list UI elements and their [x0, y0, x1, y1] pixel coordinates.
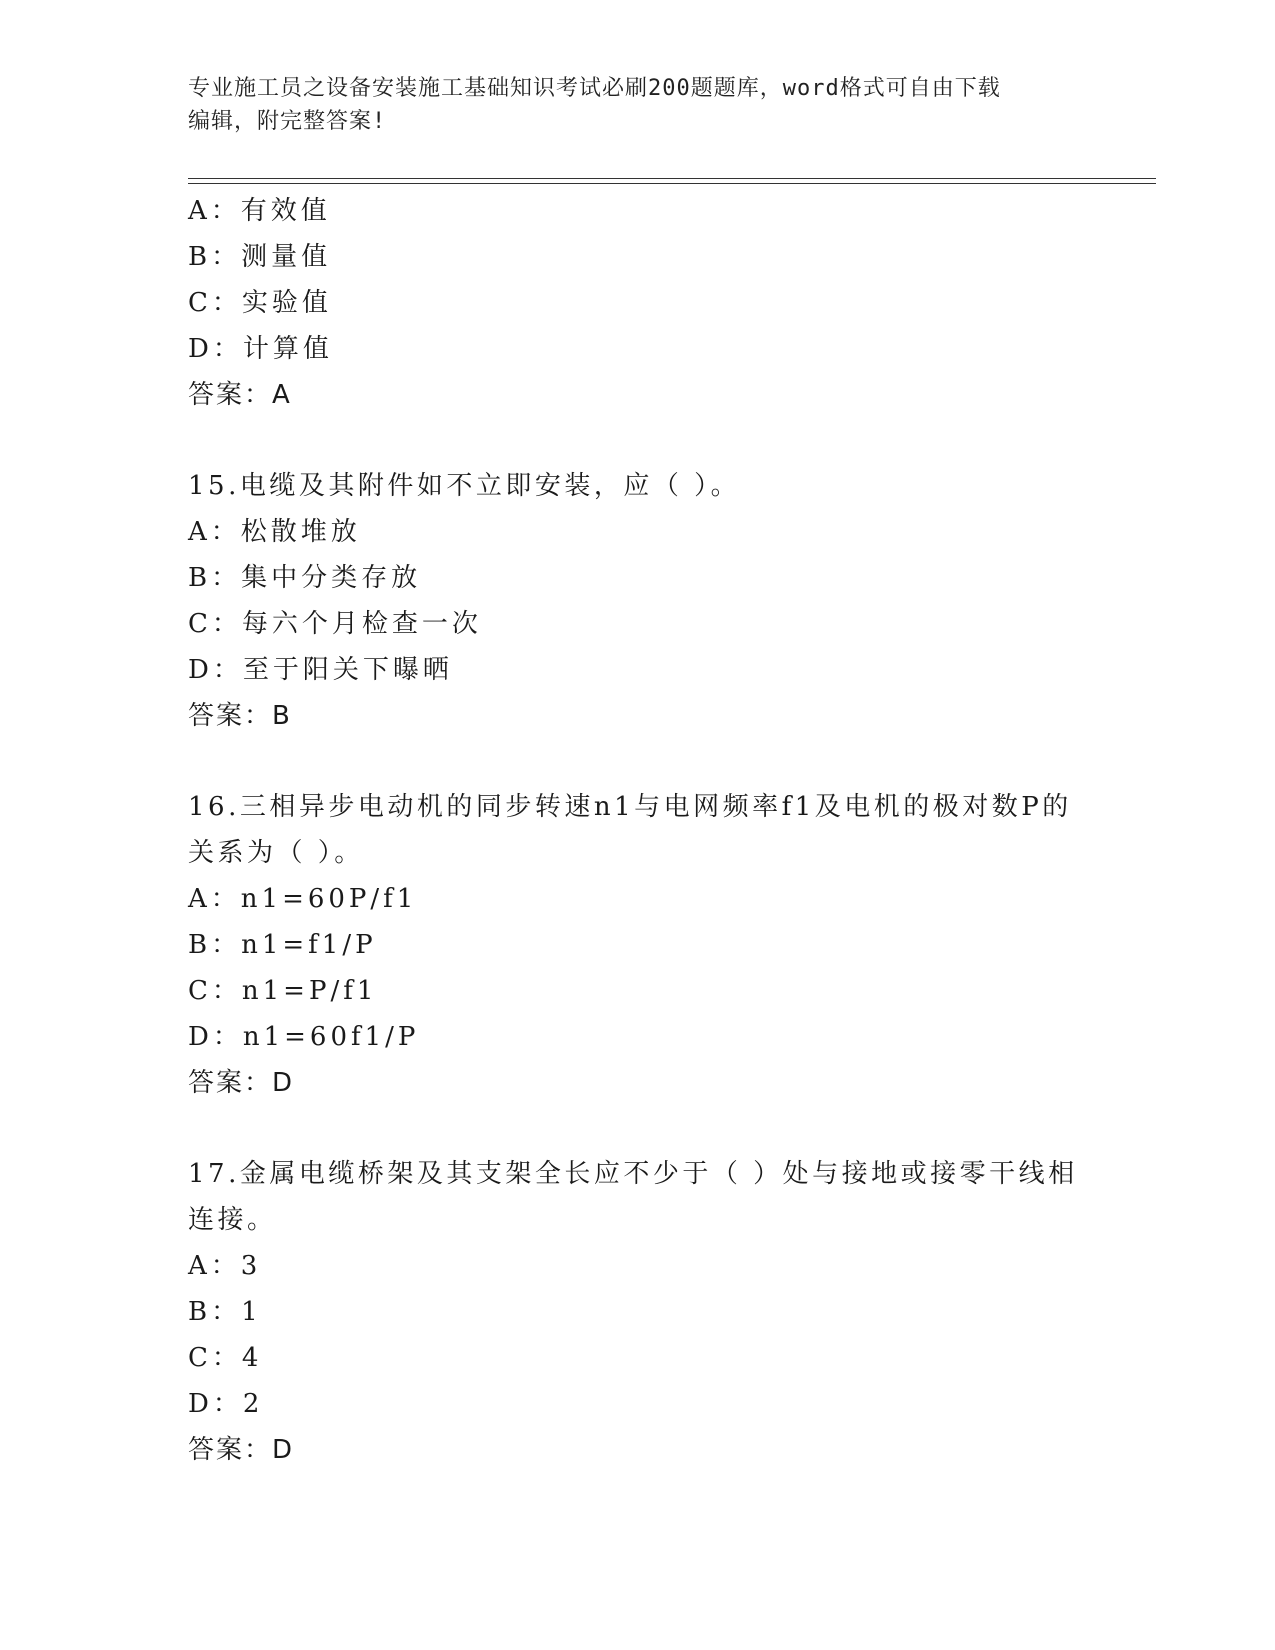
option-c: C：实验值 — [188, 288, 332, 318]
option-c: C：n1=P/f1 — [188, 976, 378, 1006]
option-d: D：至于阳关下曝晒 — [188, 655, 453, 685]
option-d: D：2 — [188, 1389, 264, 1419]
option-d: D：计算值 — [188, 334, 333, 364]
question-stem: 16.三相异步电动机的同步转速n1与电网频率f1及电机的极对数P的 — [188, 792, 1072, 822]
spacer — [188, 418, 1088, 463]
question-stem: 17.金属电缆桥架及其支架全长应不少于（ ）处与接地或接零干线相 — [188, 1159, 1078, 1189]
option-a: A：松散堆放 — [188, 517, 361, 547]
option-c: C：4 — [188, 1343, 263, 1373]
header-rule-bottom — [188, 183, 1156, 184]
question-list — [188, 188, 1088, 1473]
option-a: A：n1=60P/f1 — [188, 884, 418, 914]
option-b: B：集中分类存放 — [188, 563, 422, 593]
option-a: A：有效值 — [188, 196, 331, 226]
option-b: B：n1=f1/P — [188, 930, 377, 960]
question-17 — [188, 1151, 1088, 1473]
question-14-tail — [188, 188, 1088, 418]
question-stem-continued: 连接。 — [188, 1205, 277, 1235]
spacer — [188, 739, 1088, 784]
spacer — [188, 1106, 1088, 1151]
option-b: B：测量值 — [188, 242, 332, 272]
question-stem: 15.电缆及其附件如不立即安装，应（ ）。 — [188, 471, 741, 501]
option-b: B：1 — [188, 1297, 262, 1327]
option-a: A：3 — [188, 1251, 262, 1281]
answer-line: 答案：D — [188, 1068, 295, 1098]
document-header — [188, 72, 1088, 138]
answer-line: 答案：B — [188, 701, 292, 731]
question-stem-continued: 关系为（ ）。 — [188, 838, 364, 868]
header-rule-top — [188, 178, 1156, 179]
option-c: C：每六个月检查一次 — [188, 609, 482, 639]
answer-line: 答案：A — [188, 380, 292, 410]
header-line-1: 专业施工员之设备安装施工基础知识考试必刷200题题库，word格式可自由下载 — [188, 76, 1001, 101]
header-line-2: 编辑，附完整答案! — [188, 109, 387, 134]
option-d: D：n1=60f1/P — [188, 1022, 420, 1052]
answer-line: 答案：D — [188, 1435, 295, 1465]
question-15 — [188, 463, 1088, 739]
question-16 — [188, 784, 1088, 1106]
